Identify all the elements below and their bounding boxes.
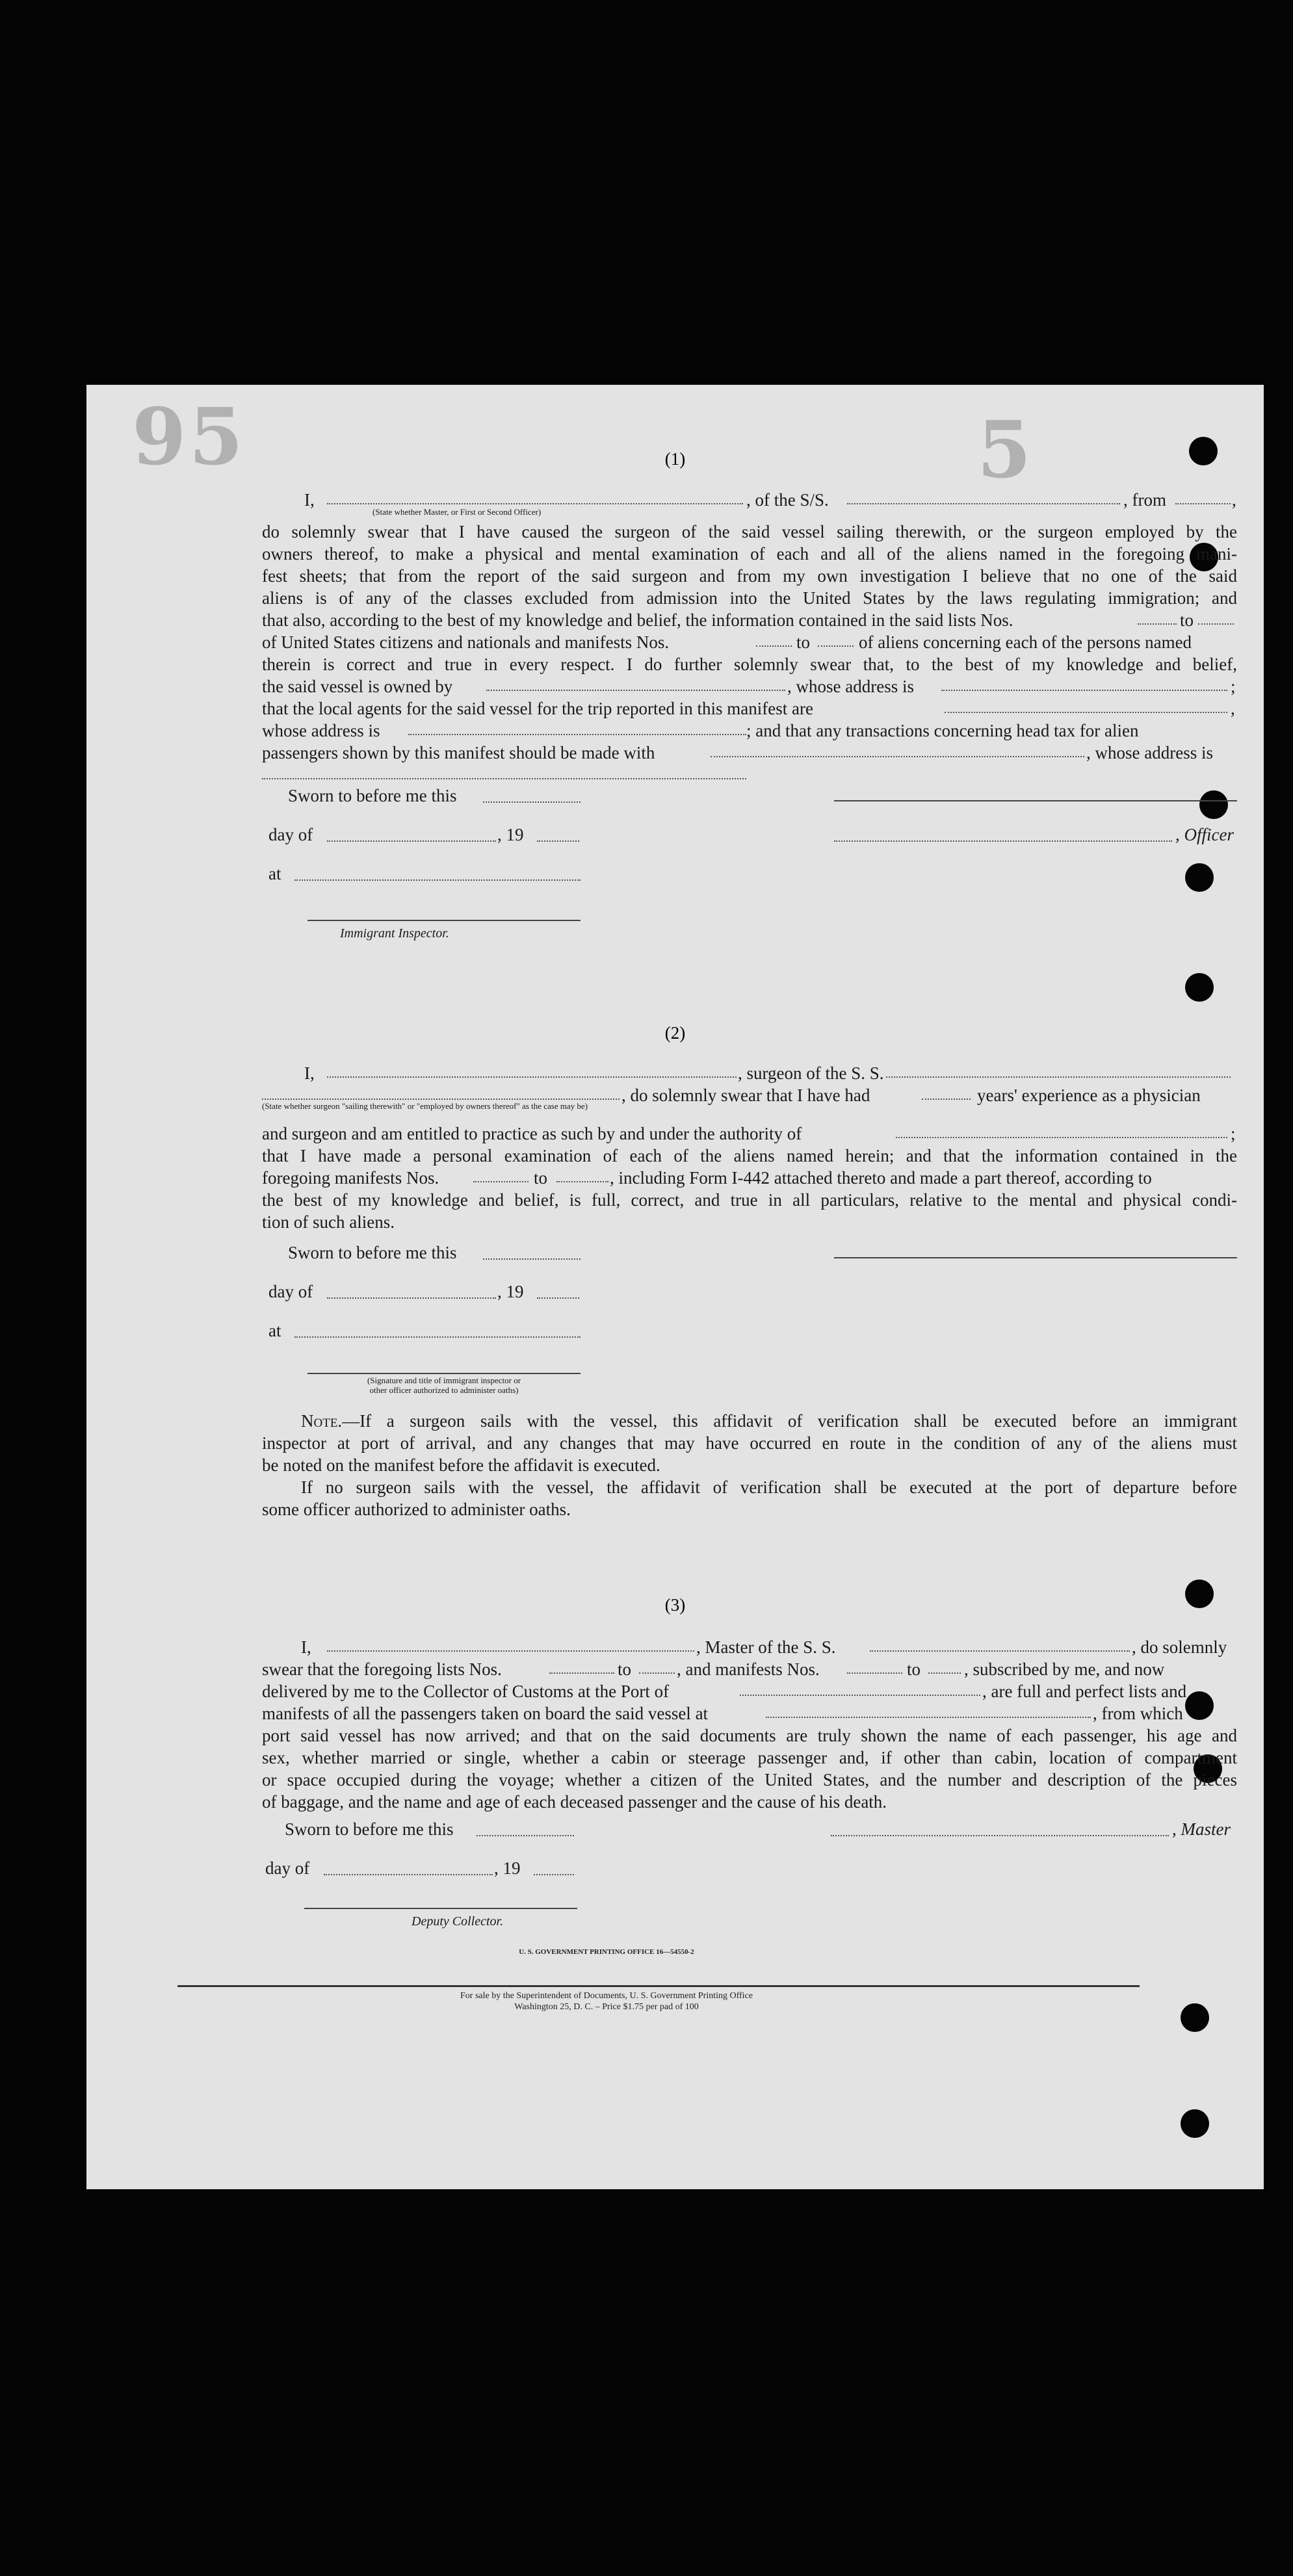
punch-hole: [1181, 2109, 1209, 2138]
oath-text-line: or space occupied during the voyage; whether a citizen of the United States, and the number and description of the pieces: [262, 1770, 1237, 1789]
oath-text: passengers shown by this manifest should be made with: [262, 743, 655, 762]
year-field[interactable]: [534, 1860, 574, 1875]
place-field[interactable]: [294, 865, 581, 881]
oath-text-line: aliens is of any of the classes excluded from admission into the United States by the laws regulating immigration; and: [262, 588, 1237, 608]
surgeon-status-note: (State whether surgeon "sailing therewith" or "employed by owners thereof" as the case may be): [262, 1101, 588, 1111]
surgeon-manifests-from-field[interactable]: [473, 1167, 529, 1182]
section-3-line-1: [262, 1636, 1237, 1658]
sworn-label: Sworn to before me this: [288, 786, 457, 805]
sworn-label: Sworn to before me this: [285, 1819, 454, 1839]
oath-text-line: owners thereof, to make a physical and mental examination of each and all of the aliens named in the foregoing mani-: [262, 544, 1237, 564]
owner-address-field[interactable]: [941, 675, 1227, 691]
gpo-imprint: U. S. GOVERNMENT PRINTING OFFICE 16—54550-2: [519, 1948, 694, 1956]
manifests-from-field[interactable]: [756, 631, 792, 647]
day-of-label: day of: [265, 1858, 310, 1878]
master-signature-field[interactable]: [831, 1821, 1169, 1836]
section-1-body: [262, 489, 1237, 786]
section-1-number: (1): [664, 449, 686, 469]
oath-text: whose address is: [262, 721, 380, 740]
oath-text-line: sex, whether married or single, whether a cabin or steerage passenger and, if other than cabin, location of compartment: [262, 1748, 1237, 1767]
section-2-body: [262, 1062, 1237, 1233]
year-label: , 19: [494, 1858, 521, 1878]
oath-text: and surgeon and am entitled to practice as such by and under the authority of: [262, 1124, 802, 1143]
to-label: to: [618, 1659, 632, 1679]
lists-to-field[interactable]: [1198, 609, 1234, 625]
master-ship-field[interactable]: [870, 1636, 1130, 1652]
sworn-day-field[interactable]: [483, 1244, 581, 1260]
oath-text-line: [262, 631, 1237, 653]
section-1-signature-block: [262, 785, 1237, 941]
note-line: be noted on the manifest before the affidavit is executed.: [262, 1455, 660, 1475]
officer-rank-field[interactable]: [327, 489, 743, 504]
at-label: at: [268, 1321, 281, 1340]
officer-label: , Officer: [1175, 825, 1234, 844]
sworn-row: [262, 1818, 1237, 1857]
to-label: to: [534, 1168, 548, 1188]
officer-rank-note: (State whether Master, or First or Second Officer): [372, 507, 542, 517]
sale-notice: For sale by the Superintendent of Documents, U. S. Government Printing Office: [460, 1991, 753, 2001]
year-label: , 19: [497, 1282, 524, 1301]
oath-text-line: do solemnly swear that I have caused the surgeon of the said vessel sailing therewith, or the surgeon employed by the: [262, 522, 1237, 541]
note-text: —If a surgeon sails with the vessel, this affidavit of verification shall be executed before an immigrant: [342, 1411, 1237, 1431]
oath-text-line: fest sheets; that from the report of the said surgeon and from my own investigation I believe that no one of the said: [262, 566, 1237, 586]
year-field[interactable]: [537, 1283, 579, 1299]
day-of-label: day of: [268, 825, 313, 844]
oath-text: , from which: [1093, 1704, 1183, 1723]
surgeon-ship-field[interactable]: [886, 1062, 1231, 1078]
oath-text: , do solemnly swear that I have had: [621, 1086, 870, 1105]
inspector-signature-line[interactable]: [307, 1373, 581, 1374]
oath-text: , do solemnly: [1132, 1637, 1227, 1657]
master-name-field[interactable]: [327, 1636, 694, 1652]
punctuation: ,: [1232, 490, 1236, 510]
to-label: to: [796, 632, 811, 652]
section-3-body: [262, 1636, 1237, 1813]
note-line: If no surgeon sails with the vessel, the affidavit of verification shall be executed at the port of departure before: [301, 1477, 1237, 1497]
surgeon-signature-line[interactable]: [834, 1257, 1237, 1258]
punctuation: ,: [1231, 699, 1235, 718]
sworn-day-field[interactable]: [483, 787, 581, 803]
oath-pronoun: I,: [304, 1063, 315, 1083]
oath-text: that the local agents for the said vessel for the trip reported in this manifest are: [262, 699, 813, 718]
place-field[interactable]: [294, 1322, 581, 1338]
oath-text: , are full and perfect lists and: [982, 1682, 1187, 1701]
sworn-row: [262, 1242, 1237, 1281]
master-title-label: , Master: [1172, 1819, 1231, 1839]
oath-text-line: [262, 675, 1237, 697]
stamp-number-left: 95: [132, 391, 246, 483]
section-3-signature-block: [262, 1818, 1237, 1935]
day-row: [262, 1857, 1237, 1896]
at-label: at: [268, 864, 281, 883]
from-label: , from: [1123, 490, 1166, 510]
address-label: , whose address is: [1086, 743, 1213, 762]
oath-text: foregoing manifests Nos.: [262, 1168, 439, 1188]
oath-text-line: [262, 1167, 1237, 1189]
oath-text-line: [262, 697, 1237, 720]
footer-rule: [177, 1985, 1140, 1987]
sworn-day-field[interactable]: [477, 1821, 574, 1836]
punch-hole: [1181, 2003, 1209, 2032]
section-3-line-2: [262, 1658, 1237, 1680]
oath-text-line: tion of such aliens.: [262, 1212, 395, 1232]
signature-note: (Signature and title of immigrant inspector or: [367, 1375, 521, 1385]
oath-pronoun: I,: [301, 1637, 311, 1657]
note-label: Note.: [301, 1411, 343, 1431]
lists-to-field[interactable]: [639, 1658, 675, 1674]
surgeon-name-field[interactable]: [327, 1062, 737, 1078]
departure-port-field[interactable]: [1175, 489, 1231, 504]
surgeon-manifests-to-field[interactable]: [556, 1167, 608, 1182]
officer-signature-line[interactable]: [834, 800, 1237, 801]
oath-text-line: port said vessel has now arrived; and that on the said documents are truly shown the name of each passenger, his age and: [262, 1726, 1237, 1745]
deputy-collector-label: Deputy Collector.: [411, 1914, 504, 1929]
oath-text-line: [262, 742, 1237, 764]
lists-from-field[interactable]: [549, 1658, 614, 1674]
sale-notice: Washington 25, D. C. – Price $1.75 per pad of 100: [514, 2002, 699, 2012]
oath-text: swear that the foregoing lists Nos.: [262, 1659, 502, 1679]
month-field[interactable]: [324, 1860, 493, 1875]
year-field[interactable]: [537, 826, 579, 842]
year-label: , 19: [497, 825, 524, 844]
surgeon-label: , surgeon of the S. S.: [738, 1063, 884, 1083]
section-2-number: (2): [664, 1023, 686, 1043]
at-row: [262, 1320, 1237, 1359]
local-agents-field[interactable]: [945, 697, 1227, 713]
oath-text: , including Form I-442 attached thereto and made a part thereof, according to: [610, 1168, 1152, 1188]
section-2-signature-block: [262, 1242, 1237, 1395]
month-field[interactable]: [327, 1283, 496, 1299]
ship-label: , of the S/S.: [746, 490, 829, 510]
form-page: [86, 385, 1264, 2189]
lists-from-field[interactable]: [1138, 609, 1177, 625]
oath-text-line: [262, 720, 1237, 742]
surgeon-status-field[interactable]: [262, 1084, 620, 1100]
head-tax-address-field[interactable]: [262, 764, 746, 779]
oath-text: of United States citizens and nationals and manifests Nos.: [262, 632, 670, 652]
address-label: , whose address is: [787, 677, 914, 696]
to-label: to: [1180, 610, 1194, 630]
oath-text: manifests of all the passengers taken on board the said vessel at: [262, 1704, 709, 1723]
note-line: some officer authorized to administer oaths.: [262, 1500, 571, 1519]
oath-text-line: that I have made a personal examination of each of the aliens named herein; and that the information contained in the: [262, 1146, 1237, 1165]
oath-text: ; and that any transactions concerning head tax for alien: [746, 721, 1139, 740]
oath-text-line: [262, 1123, 1237, 1145]
customs-port-field[interactable]: [740, 1680, 980, 1696]
month-field[interactable]: [327, 826, 496, 842]
oath-text: , and manifests Nos.: [677, 1659, 820, 1679]
note-line: [262, 1410, 1237, 1432]
officer-title-field[interactable]: [834, 826, 1172, 842]
inspector-signature-line[interactable]: [307, 920, 581, 921]
to-label: to: [907, 1659, 921, 1679]
oath-text: years' experience as a physician: [977, 1086, 1201, 1105]
licensing-authority-field[interactable]: [896, 1123, 1227, 1138]
note-line: inspector at port of arrival, and any changes that may have occurred en route in the condition of any of the aliens must: [262, 1433, 1237, 1453]
section-3-line-4: [262, 1702, 1237, 1724]
punctuation: ;: [1231, 677, 1236, 696]
inspector-label: Immigrant Inspector.: [340, 926, 449, 941]
oath-text: , subscribed by me, and now: [964, 1659, 1165, 1679]
manifests-to-field[interactable]: [818, 631, 854, 647]
section-3-line-3: [262, 1680, 1237, 1702]
deputy-collector-signature-line[interactable]: [304, 1908, 577, 1909]
embarkation-port-field[interactable]: [766, 1702, 1091, 1718]
punch-hole: [1185, 973, 1214, 1002]
stamp-number-right: 5: [977, 404, 1034, 496]
years-experience-field[interactable]: [922, 1084, 971, 1100]
oath-text: delivered by me to the Collector of Customs at the Port of: [262, 1682, 670, 1701]
oath-text: that also, according to the best of my knowledge and belief, the information contained in the said lists Nos.: [262, 610, 1013, 630]
oath-text-line: [262, 764, 1237, 786]
day-of-label: day of: [268, 1282, 313, 1301]
oath-text: of aliens concerning each of the persons named: [859, 632, 1192, 652]
ship-name-field[interactable]: [847, 489, 1120, 504]
oath-text-line: the best of my knowledge and belief, is full, correct, and true in all particulars, relative to the mental and physical condi-: [262, 1190, 1237, 1210]
manifests-from-field[interactable]: [847, 1658, 902, 1674]
master-label: , Master of the S. S.: [696, 1637, 836, 1657]
section-3-number: (3): [664, 1595, 686, 1615]
oath-text-line: therein is correct and true in every respect. I do further solemnly swear that, to the best of my knowledge and belief,: [262, 655, 1237, 674]
section-2-line-1: [262, 1062, 1237, 1084]
owner-field[interactable]: [486, 675, 785, 691]
oath-text-line: of baggage, and the name and age of each deceased passenger and the cause of his death.: [262, 1792, 887, 1812]
section-2-note: [262, 1410, 1237, 1520]
day-row: [262, 824, 1237, 863]
oath-pronoun: I,: [304, 490, 315, 510]
head-tax-party-field[interactable]: [711, 742, 1084, 757]
oath-text: the said vessel is owned by: [262, 677, 453, 696]
agents-address-field[interactable]: [408, 720, 746, 735]
day-row: [262, 1281, 1237, 1320]
punctuation: ;: [1231, 1124, 1236, 1143]
at-row: [262, 863, 1237, 902]
oath-text-line: [262, 609, 1237, 631]
manifests-to-field[interactable]: [928, 1658, 961, 1674]
sworn-row: [262, 785, 1237, 824]
signature-note: other officer authorized to administer oaths): [369, 1385, 519, 1395]
sworn-label: Sworn to before me this: [288, 1243, 457, 1262]
